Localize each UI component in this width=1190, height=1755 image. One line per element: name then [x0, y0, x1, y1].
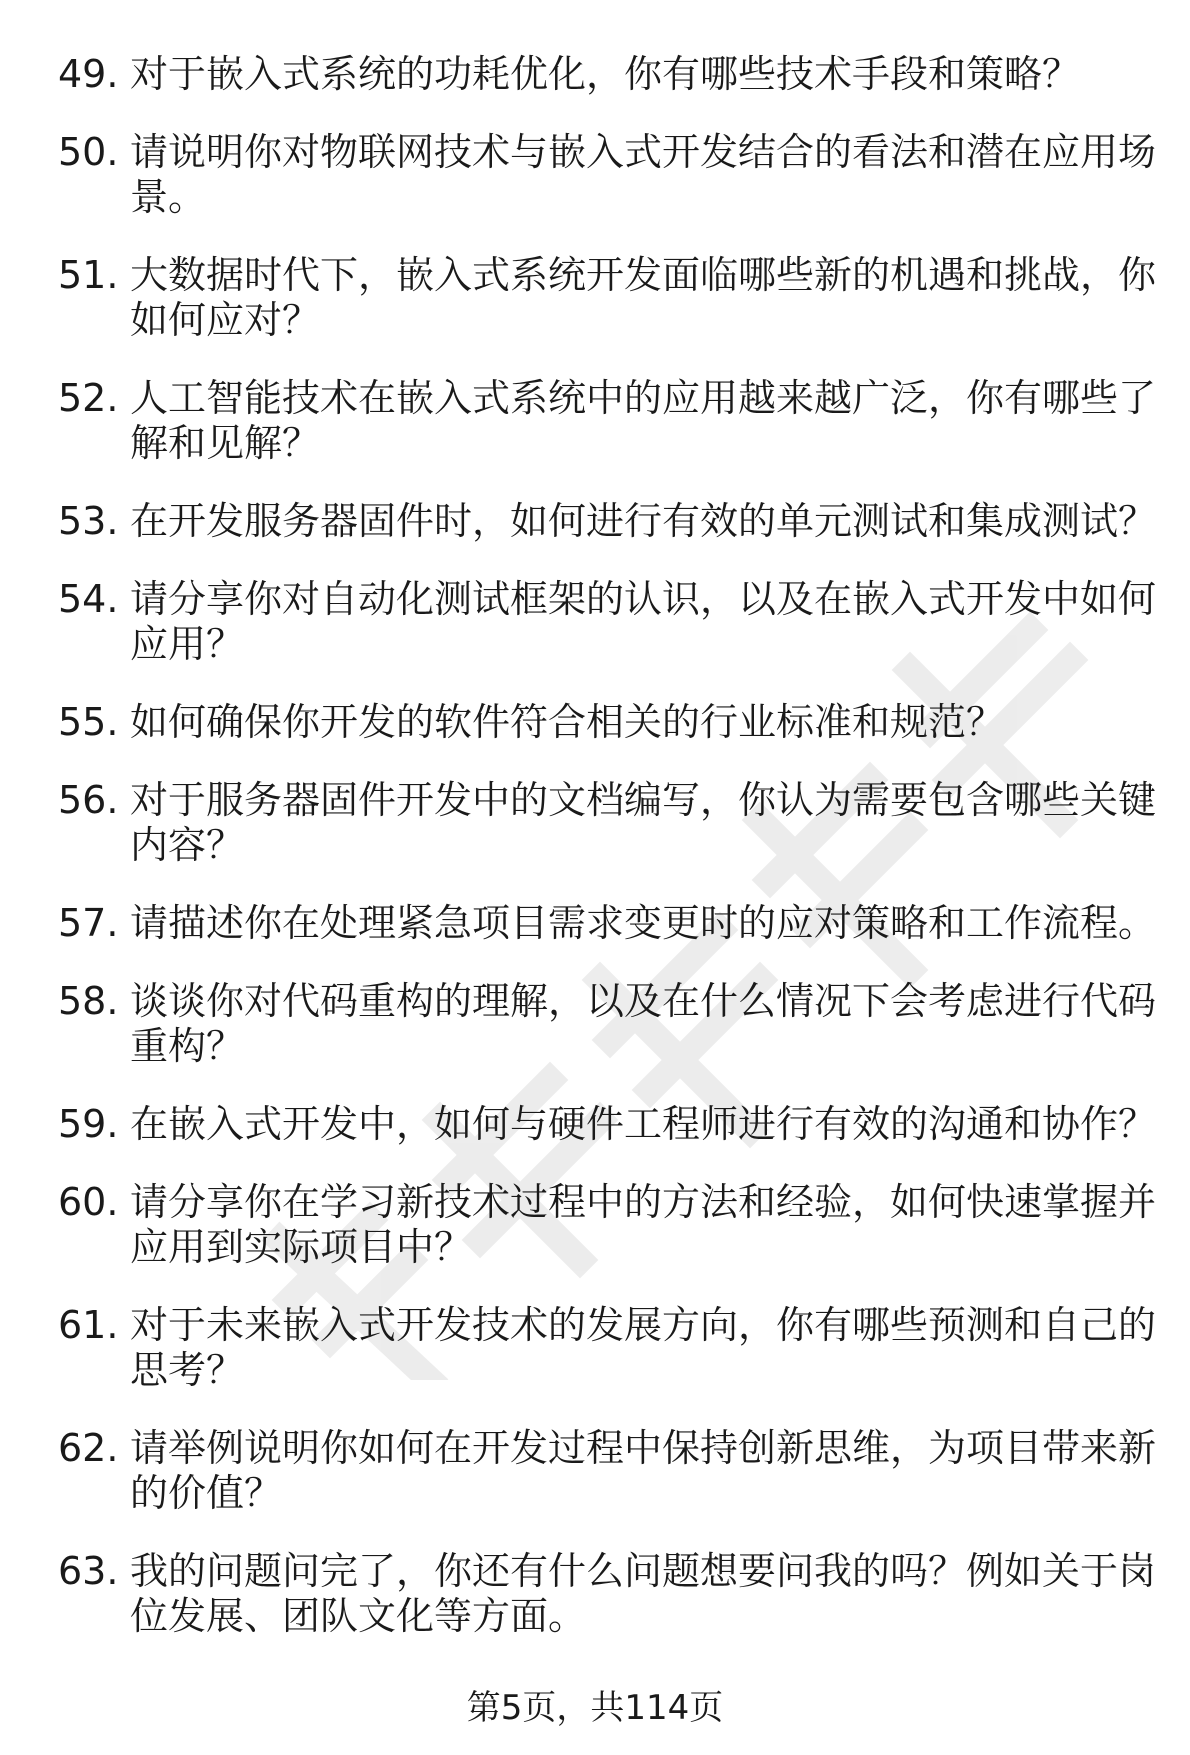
- question-list: [58, 52, 1158, 1672]
- question-number: 61.: [58, 1303, 119, 1347]
- question-item: [58, 376, 1158, 466]
- question-item: [58, 1549, 1158, 1639]
- page-number: 第5页，共114页: [466, 1688, 724, 1728]
- question-text: 请描述你在处理紧急项目需求变更时的应对策略和工作流程。: [130, 901, 1157, 945]
- question-item: [58, 1102, 1158, 1147]
- question-item: [58, 130, 1158, 220]
- question-text: 在开发服务器固件时，如何进行有效的单元测试和集成测试？: [130, 499, 1157, 543]
- question-item: [58, 52, 1158, 97]
- question-text: 我的问题问完了，你还有什么问题想要问我的吗？例如关于岗位发展、团队文化等方面。: [130, 1549, 1157, 1638]
- question-number: 63.: [58, 1549, 119, 1593]
- question-text: 请举例说明你如何在开发过程中保持创新思维，为项目带来新的价值？: [130, 1426, 1157, 1515]
- question-item: [58, 499, 1158, 544]
- question-number: 57.: [58, 901, 119, 945]
- question-item: [58, 1426, 1158, 1516]
- question-text: 请分享你对自动化测试框架的认识，以及在嵌入式开发中如何应用？: [130, 577, 1157, 666]
- question-text: 人工智能技术在嵌入式系统中的应用越来越广泛，你有哪些了解和见解？: [130, 376, 1157, 465]
- question-text: 谈谈你对代码重构的理解，以及在什么情况下会考虑进行代码重构？: [130, 979, 1157, 1068]
- question-item: [58, 979, 1158, 1069]
- question-text: 对于服务器固件开发中的文档编写，你认为需要包含哪些关键内容？: [130, 778, 1157, 867]
- question-text: 对于未来嵌入式开发技术的发展方向，你有哪些预测和自己的思考？: [130, 1303, 1157, 1392]
- question-number: 49.: [58, 52, 119, 96]
- question-text: 在嵌入式开发中，如何与硬件工程师进行有效的沟通和协作？: [130, 1102, 1157, 1146]
- question-number: 53.: [58, 499, 119, 543]
- question-number: 58.: [58, 979, 119, 1023]
- question-text: 对于嵌入式系统的功耗优化，你有哪些技术手段和策略？: [130, 52, 1081, 96]
- question-item: [58, 700, 1158, 745]
- question-text: 请分享你在学习新技术过程中的方法和经验，如何快速掌握并应用到实际项目中？: [130, 1180, 1157, 1269]
- question-number: 50.: [58, 130, 119, 174]
- question-text: 请说明你对物联网技术与嵌入式开发结合的看法和潜在应用场景。: [130, 130, 1157, 219]
- question-item: [58, 1303, 1158, 1393]
- question-number: 62.: [58, 1426, 119, 1470]
- question-text: 如何确保你开发的软件符合相关的行业标准和规范？: [130, 700, 1005, 744]
- question-number: 60.: [58, 1180, 119, 1224]
- question-item: [58, 778, 1158, 868]
- question-number: 54.: [58, 577, 119, 621]
- question-text: 大数据时代下，嵌入式系统开发面临哪些新的机遇和挑战，你如何应对？: [130, 253, 1157, 342]
- question-number: 56.: [58, 778, 119, 822]
- question-item: [58, 901, 1158, 946]
- question-number: 52.: [58, 376, 119, 420]
- question-item: [58, 1180, 1158, 1270]
- question-number: 59.: [58, 1102, 119, 1146]
- question-number: 51.: [58, 253, 119, 297]
- question-item: [58, 253, 1158, 343]
- question-number: 55.: [58, 700, 119, 744]
- question-item: [58, 577, 1158, 667]
